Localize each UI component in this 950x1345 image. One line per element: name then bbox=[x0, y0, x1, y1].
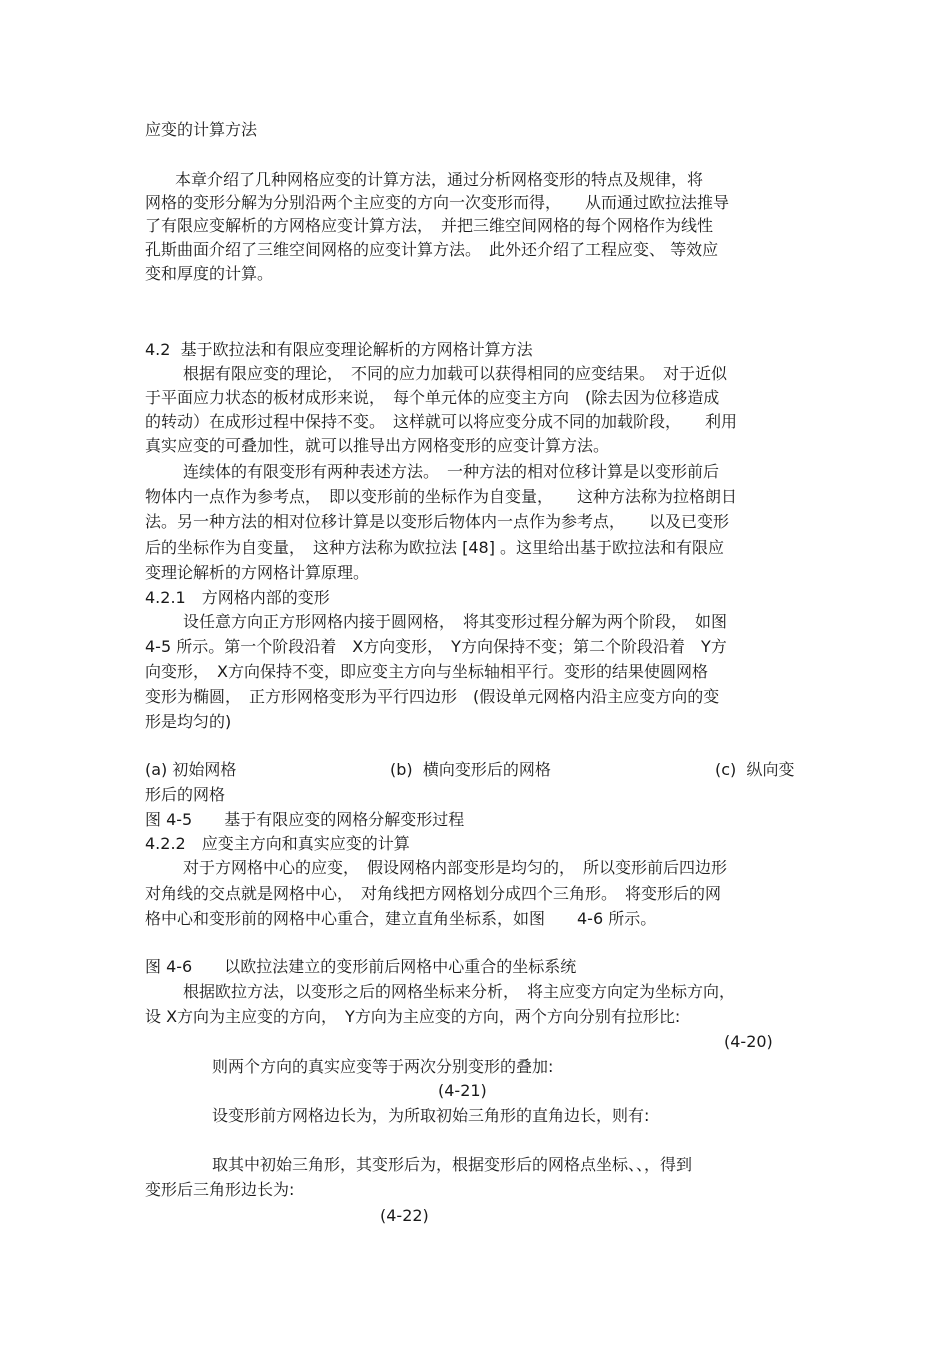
paragraph-line: 4-5 所示。第一个阶段沿着 X方向变形， Y方向保持不变；第二个阶段沿着 Y方 bbox=[145, 637, 727, 656]
section-heading-4-2-2: 4.2.2 应变主方向和真实应变的计算 bbox=[145, 834, 410, 853]
intro-line: 变和厚度的计算。 bbox=[145, 264, 274, 283]
figure-label-c-cont: 形后的网格 bbox=[145, 785, 226, 804]
paragraph-line: 变形为椭圆， 正方形网格变形为平行四边形 (假设单元网格内沿主应变方向的变 bbox=[145, 687, 720, 706]
paragraph-line: 变理论解析的方网格计算原理。 bbox=[145, 563, 370, 582]
paragraph-line: 的转动）在成形过程中保持不变。 这样就可以将应变分成不同的加载阶段， 利用 bbox=[145, 412, 738, 431]
paragraph-line: 法。另一种方法的相对位移计算是以变形后物体内一点作为参考点， 以及已变形 bbox=[145, 512, 730, 531]
figure-label-c: (c) 纵向变 bbox=[715, 760, 795, 779]
paragraph-line: 根据有限应变的理论， 不同的应力加载可以获得相同的应变结果。 对于近似 bbox=[183, 364, 728, 383]
paragraph-line: 取其中初始三角形，其变形后为，根据变形后的网格点坐标、、，得到 bbox=[212, 1155, 693, 1174]
paragraph-line: 对角线的交点就是网格中心， 对角线把方网格划分成四个三角形。 将变形后的网 bbox=[145, 884, 722, 903]
paragraph-line: 于平面应力状态的板材成形来说， 每个单元体的应变主方向 (除去因为位移造成 bbox=[145, 388, 720, 407]
intro-line: 网格的变形分解为分别沿两个主应变的方向一次变形而得， 从而通过欧拉法推导 bbox=[145, 193, 730, 212]
paragraph-line: 对于方网格中心的应变， 假设网格内部变形是均匀的， 所以变形前后四边形 bbox=[183, 858, 728, 877]
paragraph-line: 形是均匀的) bbox=[145, 712, 232, 731]
paragraph-line: 连续体的有限变形有两种表述方法。 一种方法的相对位移计算是以变形前后 bbox=[183, 462, 720, 481]
figure-caption-4-6: 图 4-6 以欧拉法建立的变形前后网格中心重合的坐标系统 bbox=[145, 957, 577, 976]
paragraph-line: 真实应变的可叠加性，就可以推导出方网格变形的应变计算方法。 bbox=[145, 436, 610, 455]
intro-line: 孔斯曲面介绍了三维空间网格的应变计算方法。 此外还介绍了工程应变、 等效应 bbox=[145, 240, 719, 259]
paragraph-line: 变形后三角形边长为: bbox=[145, 1180, 295, 1199]
section-heading-4-2-1: 4.2.1 方网格内部的变形 bbox=[145, 588, 330, 607]
paragraph-line: 格中心和变形前的网格中心重合，建立直角坐标系，如图 4-6 所示。 bbox=[145, 909, 657, 928]
figure-caption-4-5: 图 4-5 基于有限应变的网格分解变形过程 bbox=[145, 810, 465, 829]
section-heading-4-2: 4.2 基于欧拉法和有限应变理论解析的方网格计算方法 bbox=[145, 340, 533, 359]
intro-line: 本章介绍了几种网格应变的计算方法，通过分析网格变形的特点及规律，将 bbox=[175, 170, 704, 189]
figure-label-b: (b) 横向变形后的网格 bbox=[390, 760, 551, 779]
paragraph-line: 后的坐标作为自变量， 这种方法称为欧拉法 [48] 。这里给出基于欧拉法和有限应 bbox=[145, 538, 725, 557]
paragraph-line: 根据欧拉方法，以变形之后的网格坐标来分析， 将主应变方向定为坐标方向， bbox=[183, 982, 736, 1001]
paragraph-line: 设任意方向正方形网格内接于圆网格， 将其变形过程分解为两个阶段， 如图 bbox=[183, 612, 728, 631]
paragraph-line: 则两个方向的真实应变等于两次分别变形的叠加: bbox=[212, 1057, 554, 1076]
paragraph-line: 物体内一点作为参考点， 即以变形前的坐标作为自变量， 这种方法称为拉格朗日 bbox=[145, 487, 738, 506]
paragraph-line: 向变形， X方向保持不变，即应变主方向与坐标轴相平行。变形的结果使圆网格 bbox=[145, 662, 708, 681]
equation-number-4-22: (4-22) bbox=[380, 1206, 429, 1225]
intro-line: 了有限应变解析的方网格应变计算方法， 并把三维空间网格的每个网格作为线性 bbox=[145, 216, 714, 235]
figure-label-a: (a) 初始网格 bbox=[145, 760, 237, 779]
page-title: 应变的计算方法 bbox=[145, 120, 258, 139]
equation-number-4-20: (4-20) bbox=[724, 1032, 773, 1051]
paragraph-line: 设变形前方网格边长为，为所取初始三角形的直角边长，则有: bbox=[212, 1106, 650, 1125]
equation-number-4-21: (4-21) bbox=[438, 1081, 487, 1100]
paragraph-line: 设 X方向为主应变的方向， Y方向为主应变的方向，两个方向分别有拉形比: bbox=[145, 1007, 681, 1026]
